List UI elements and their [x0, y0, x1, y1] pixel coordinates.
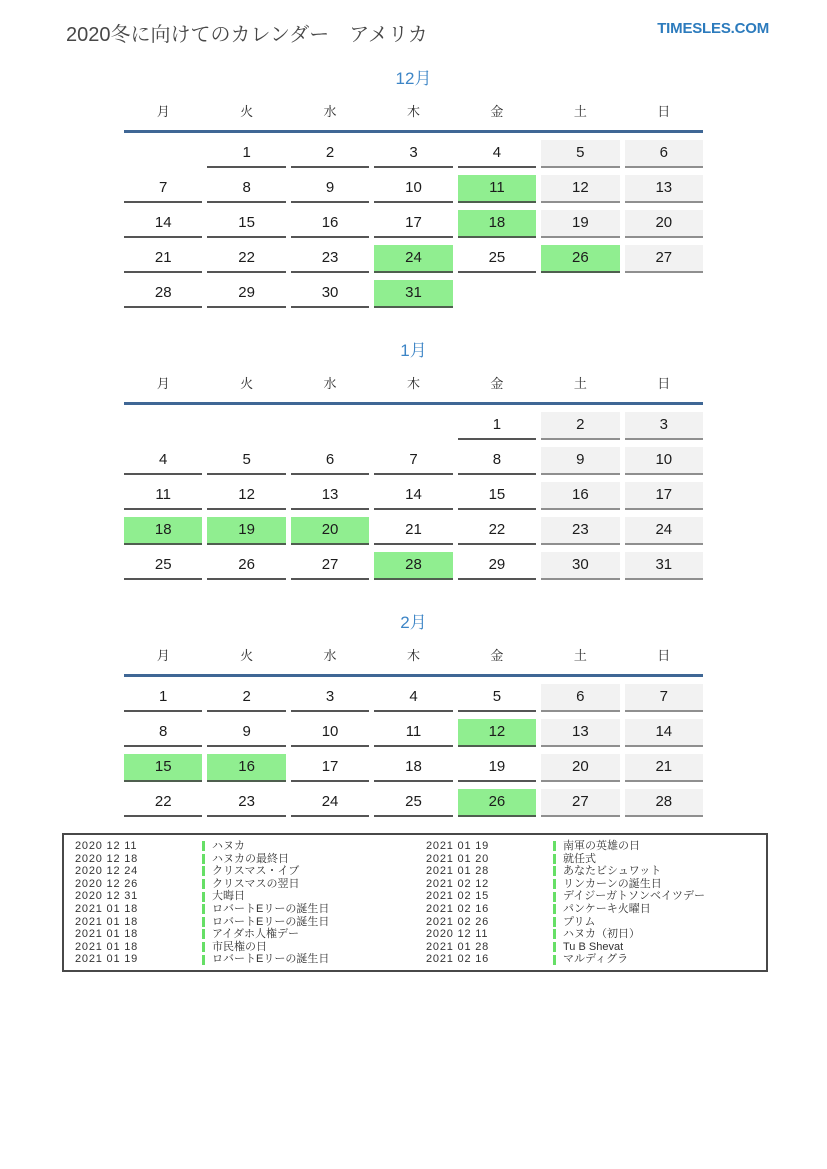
- legend-row: [415, 903, 766, 916]
- week-row: [124, 280, 703, 308]
- day-cell: 12: [541, 175, 619, 203]
- legend-row: [415, 878, 766, 891]
- weekday-label: 土: [573, 104, 587, 119]
- holiday-marker-icon: [202, 904, 205, 914]
- legend-holiday-label: 南軍の英雄の日: [563, 840, 640, 852]
- holiday-marker-icon: [202, 841, 205, 851]
- legend-holiday-label: リンカーンの誕生日: [563, 877, 662, 890]
- legend-holiday-label: デイジーガトソンベイツデー: [563, 890, 706, 903]
- legend-holiday-label: クリスマス・イブ: [212, 865, 300, 878]
- legend-holiday-name: [553, 890, 766, 903]
- day-cell: [291, 412, 369, 440]
- day-cell: 15: [124, 754, 202, 782]
- legend-holiday-label: 大晦日: [212, 890, 245, 903]
- legend-holiday-name: [202, 941, 415, 954]
- day-cell: 11: [124, 482, 202, 510]
- legend-date: 2021 02 12: [426, 877, 490, 890]
- day-cell: 9: [541, 447, 619, 475]
- legend-holiday-name: [553, 953, 766, 966]
- day-cell: 5: [458, 684, 536, 712]
- week-row: [124, 140, 703, 168]
- holiday-marker-icon: [553, 929, 556, 939]
- holiday-marker-icon: [553, 942, 556, 952]
- weekday-header-row: [124, 101, 703, 133]
- holiday-marker-icon: [202, 892, 205, 902]
- legend-date: 2021 02 15: [426, 890, 490, 903]
- legend-holiday-label: ハヌカの最終日: [212, 852, 289, 865]
- day-cell: 10: [291, 719, 369, 747]
- legend-holiday-name: [553, 840, 766, 853]
- day-cell: 20: [291, 517, 369, 545]
- week-row: [124, 245, 703, 273]
- holiday-marker-icon: [553, 854, 556, 864]
- legend-row: [415, 865, 766, 878]
- legend-row: [64, 840, 415, 853]
- day-cell: [625, 280, 703, 308]
- day-cell: 4: [458, 140, 536, 168]
- holiday-marker-icon: [202, 854, 205, 864]
- day-cell: 18: [124, 517, 202, 545]
- legend-holiday-label: ロバートEリーの誕生日: [212, 902, 330, 915]
- legend-holiday-label: Tu B Shevat: [563, 940, 624, 953]
- calendars: [124, 66, 703, 847]
- holiday-marker-icon: [202, 879, 205, 889]
- legend-holiday-label: アイダホ人権デー: [212, 928, 300, 941]
- holiday-marker-icon: [553, 955, 556, 965]
- holiday-marker-icon: [553, 841, 556, 851]
- legend-row: [415, 928, 766, 941]
- day-cell: 14: [625, 719, 703, 747]
- holiday-marker-icon: [202, 929, 205, 939]
- legend-row: [64, 865, 415, 878]
- day-cell: [374, 412, 452, 440]
- day-cell: 22: [458, 517, 536, 545]
- weekday-label: 木: [406, 376, 420, 391]
- day-cell: 30: [291, 280, 369, 308]
- legend-date: 2020 12 26: [75, 877, 139, 890]
- legend-holiday-label: パンケーキ火曜日: [563, 902, 651, 915]
- day-cell: 6: [291, 447, 369, 475]
- week-row: [124, 719, 703, 747]
- day-cell: 31: [374, 280, 452, 308]
- day-cell: 8: [124, 719, 202, 747]
- day-cell: 2: [207, 684, 285, 712]
- day-cell: 13: [541, 719, 619, 747]
- legend-date: 2021 01 18: [75, 902, 139, 915]
- day-cell: 24: [291, 789, 369, 817]
- legend-holiday-label: あなたビシュワット: [563, 865, 662, 878]
- legend-holiday-name: [202, 903, 415, 916]
- day-cell: [207, 412, 285, 440]
- week-row: [124, 754, 703, 782]
- site-logo-link[interactable]: TIMESLES.COM: [657, 20, 769, 37]
- legend-row: [64, 903, 415, 916]
- day-cell: 19: [207, 517, 285, 545]
- week-row: [124, 684, 703, 712]
- day-cell: 3: [625, 412, 703, 440]
- day-cell: 10: [374, 175, 452, 203]
- day-cell: 16: [541, 482, 619, 510]
- holiday-marker-icon: [553, 904, 556, 914]
- day-cell: 9: [291, 175, 369, 203]
- weekday-header-row: [124, 645, 703, 677]
- legend-holiday-name: [202, 840, 415, 853]
- day-cell: 24: [374, 245, 452, 273]
- month-calendar: [124, 66, 703, 308]
- day-cell: 1: [458, 412, 536, 440]
- legend-date: 2021 01 28: [426, 940, 490, 953]
- day-cell: 24: [625, 517, 703, 545]
- day-cell: 8: [207, 175, 285, 203]
- weekday-label: 木: [406, 648, 420, 663]
- legend-row: [64, 953, 415, 966]
- weekday-label: 金: [490, 104, 504, 119]
- week-row: [124, 210, 703, 238]
- day-cell: 19: [458, 754, 536, 782]
- legend-date: 2020 12 31: [75, 890, 139, 903]
- day-cell: 21: [124, 245, 202, 273]
- page-header: [66, 18, 769, 47]
- day-cell: 7: [374, 447, 452, 475]
- week-row: [124, 789, 703, 817]
- day-cell: 6: [541, 684, 619, 712]
- week-row: [124, 447, 703, 475]
- day-cell: 20: [625, 210, 703, 238]
- legend-column: [415, 840, 766, 966]
- day-cell: 3: [291, 684, 369, 712]
- legend-row: [415, 853, 766, 866]
- legend-holiday-label: マルディグラ: [563, 953, 629, 966]
- month-title: 1月: [400, 341, 427, 360]
- day-cell: 9: [207, 719, 285, 747]
- day-cell: 5: [541, 140, 619, 168]
- day-cell: 23: [207, 789, 285, 817]
- day-cell: 28: [625, 789, 703, 817]
- day-cell: 22: [207, 245, 285, 273]
- day-cell: 29: [207, 280, 285, 308]
- day-cell: 30: [541, 552, 619, 580]
- legend-date: 2021 01 28: [426, 865, 490, 878]
- weekday-label: 月: [156, 376, 170, 391]
- weekday-label: 月: [156, 648, 170, 663]
- legend-holiday-name: [202, 953, 415, 966]
- day-cell: 23: [541, 517, 619, 545]
- weekday-label: 火: [240, 376, 254, 391]
- legend-holiday-name: [553, 878, 766, 891]
- weekday-label: 金: [490, 648, 504, 663]
- legend-holiday-label: 市民権の日: [212, 940, 267, 953]
- day-cell: 12: [207, 482, 285, 510]
- legend-holiday-label: クリスマスの翌日: [212, 877, 300, 890]
- week-row: [124, 175, 703, 203]
- legend-date: 2021 01 19: [75, 953, 139, 966]
- legend-date: 2021 02 16: [426, 902, 490, 915]
- day-cell: 16: [207, 754, 285, 782]
- day-cell: 17: [625, 482, 703, 510]
- day-cell: 13: [291, 482, 369, 510]
- day-cell: [124, 412, 202, 440]
- holiday-marker-icon: [553, 879, 556, 889]
- legend-date: 2021 01 18: [75, 915, 139, 928]
- legend-holiday-name: [553, 916, 766, 929]
- day-cell: 12: [458, 719, 536, 747]
- legend-holiday-name: [202, 853, 415, 866]
- legend-date: 2020 12 11: [75, 840, 138, 852]
- legend-date: 2020 12 18: [75, 852, 139, 865]
- legend-holiday-name: [202, 878, 415, 891]
- day-cell: 25: [124, 552, 202, 580]
- legend-date: 2021 01 19: [426, 840, 490, 852]
- legend-holiday-label: ロバートEリーの誕生日: [212, 953, 330, 966]
- day-cell: 21: [374, 517, 452, 545]
- day-cell: 2: [291, 140, 369, 168]
- weekday-label: 日: [657, 376, 671, 391]
- day-cell: 7: [124, 175, 202, 203]
- day-cell: 11: [458, 175, 536, 203]
- weekday-label: 木: [406, 104, 420, 119]
- day-cell: 27: [625, 245, 703, 273]
- legend-date: 2020 12 11: [426, 928, 489, 941]
- holiday-marker-icon: [202, 955, 205, 965]
- legend-row: [415, 890, 766, 903]
- day-cell: 18: [458, 210, 536, 238]
- weekday-label: 火: [240, 104, 254, 119]
- legend-holiday-name: [202, 865, 415, 878]
- day-cell: 4: [124, 447, 202, 475]
- holiday-marker-icon: [553, 917, 556, 927]
- legend-date: 2021 01 18: [75, 928, 139, 941]
- weekday-label: 日: [657, 104, 671, 119]
- legend-date: 2021 01 18: [75, 940, 139, 953]
- legend-holiday-name: [553, 865, 766, 878]
- month-calendar: [124, 338, 703, 580]
- weekday-header-row: [124, 373, 703, 405]
- weekday-label: 金: [490, 376, 504, 391]
- day-cell: 18: [374, 754, 452, 782]
- legend-row: [415, 941, 766, 954]
- legend-holiday-name: [202, 928, 415, 941]
- day-cell: 3: [374, 140, 452, 168]
- day-cell: 25: [374, 789, 452, 817]
- legend-holiday-name: [202, 916, 415, 929]
- day-cell: 28: [374, 552, 452, 580]
- day-cell: 19: [541, 210, 619, 238]
- day-cell: [458, 280, 536, 308]
- week-row: [124, 552, 703, 580]
- day-cell: 22: [124, 789, 202, 817]
- legend-holiday-label: プリム: [563, 915, 596, 928]
- day-cell: 15: [207, 210, 285, 238]
- legend-holiday-name: [553, 853, 766, 866]
- weekday-label: 水: [323, 104, 337, 119]
- day-cell: 2: [541, 412, 619, 440]
- legend-holiday-name: [553, 903, 766, 916]
- day-cell: 11: [374, 719, 452, 747]
- day-cell: 26: [207, 552, 285, 580]
- weekday-label: 水: [323, 648, 337, 663]
- month-calendar: [124, 610, 703, 817]
- day-cell: 13: [625, 175, 703, 203]
- legend-row: [415, 953, 766, 966]
- legend-row: [64, 916, 415, 929]
- legend-row: [64, 941, 415, 954]
- legend-row: [64, 853, 415, 866]
- month-title: 12月: [395, 69, 432, 88]
- weekday-label: 火: [240, 648, 254, 663]
- day-cell: 27: [541, 789, 619, 817]
- month-title: 2月: [400, 613, 427, 632]
- day-cell: 27: [291, 552, 369, 580]
- legend-row: [415, 840, 766, 853]
- holiday-marker-icon: [202, 942, 205, 952]
- legend-holiday-name: [553, 928, 766, 941]
- holiday-marker-icon: [202, 917, 205, 927]
- weekday-label: 月: [156, 104, 170, 119]
- day-cell: 15: [458, 482, 536, 510]
- day-cell: 14: [374, 482, 452, 510]
- legend-holiday-label: ハヌカ: [212, 840, 245, 852]
- day-cell: 16: [291, 210, 369, 238]
- holiday-marker-icon: [202, 866, 205, 876]
- day-cell: 10: [625, 447, 703, 475]
- page-title: 2020冬に向けてのカレンダー アメリカ: [66, 24, 428, 46]
- day-cell: [541, 280, 619, 308]
- day-cell: 20: [541, 754, 619, 782]
- day-cell: 1: [207, 140, 285, 168]
- day-cell: [124, 140, 202, 168]
- legend-holiday-name: [553, 941, 766, 954]
- legend-row: [64, 890, 415, 903]
- day-cell: 4: [374, 684, 452, 712]
- legend-box: [62, 833, 768, 972]
- day-cell: 7: [625, 684, 703, 712]
- day-cell: 26: [458, 789, 536, 817]
- day-cell: 29: [458, 552, 536, 580]
- day-cell: 6: [625, 140, 703, 168]
- legend-holiday-label: ロバートEリーの誕生日: [212, 915, 330, 928]
- weekday-label: 土: [573, 376, 587, 391]
- legend-row: [415, 916, 766, 929]
- legend-date: 2021 01 20: [426, 852, 490, 865]
- week-row: [124, 482, 703, 510]
- day-cell: 25: [458, 245, 536, 273]
- holiday-marker-icon: [553, 892, 556, 902]
- day-cell: 5: [207, 447, 285, 475]
- legend-holiday-label: 就任式: [563, 852, 596, 865]
- legend-column: [64, 840, 415, 966]
- legend-row: [64, 928, 415, 941]
- legend-row: [64, 878, 415, 891]
- day-cell: 1: [124, 684, 202, 712]
- day-cell: 17: [291, 754, 369, 782]
- weekday-label: 水: [323, 376, 337, 391]
- day-cell: 31: [625, 552, 703, 580]
- legend-date: 2021 02 26: [426, 915, 490, 928]
- holiday-marker-icon: [553, 866, 556, 876]
- day-cell: 8: [458, 447, 536, 475]
- week-row: [124, 412, 703, 440]
- day-cell: 28: [124, 280, 202, 308]
- legend-holiday-name: [202, 890, 415, 903]
- day-cell: 17: [374, 210, 452, 238]
- legend-holiday-label: ハヌカ（初日）: [563, 928, 640, 941]
- legend-date: 2021 02 16: [426, 953, 490, 966]
- day-cell: 23: [291, 245, 369, 273]
- day-cell: 14: [124, 210, 202, 238]
- legend-date: 2020 12 24: [75, 865, 139, 878]
- week-row: [124, 517, 703, 545]
- weekday-label: 日: [657, 648, 671, 663]
- day-cell: 26: [541, 245, 619, 273]
- weekday-label: 土: [573, 648, 587, 663]
- day-cell: 21: [625, 754, 703, 782]
